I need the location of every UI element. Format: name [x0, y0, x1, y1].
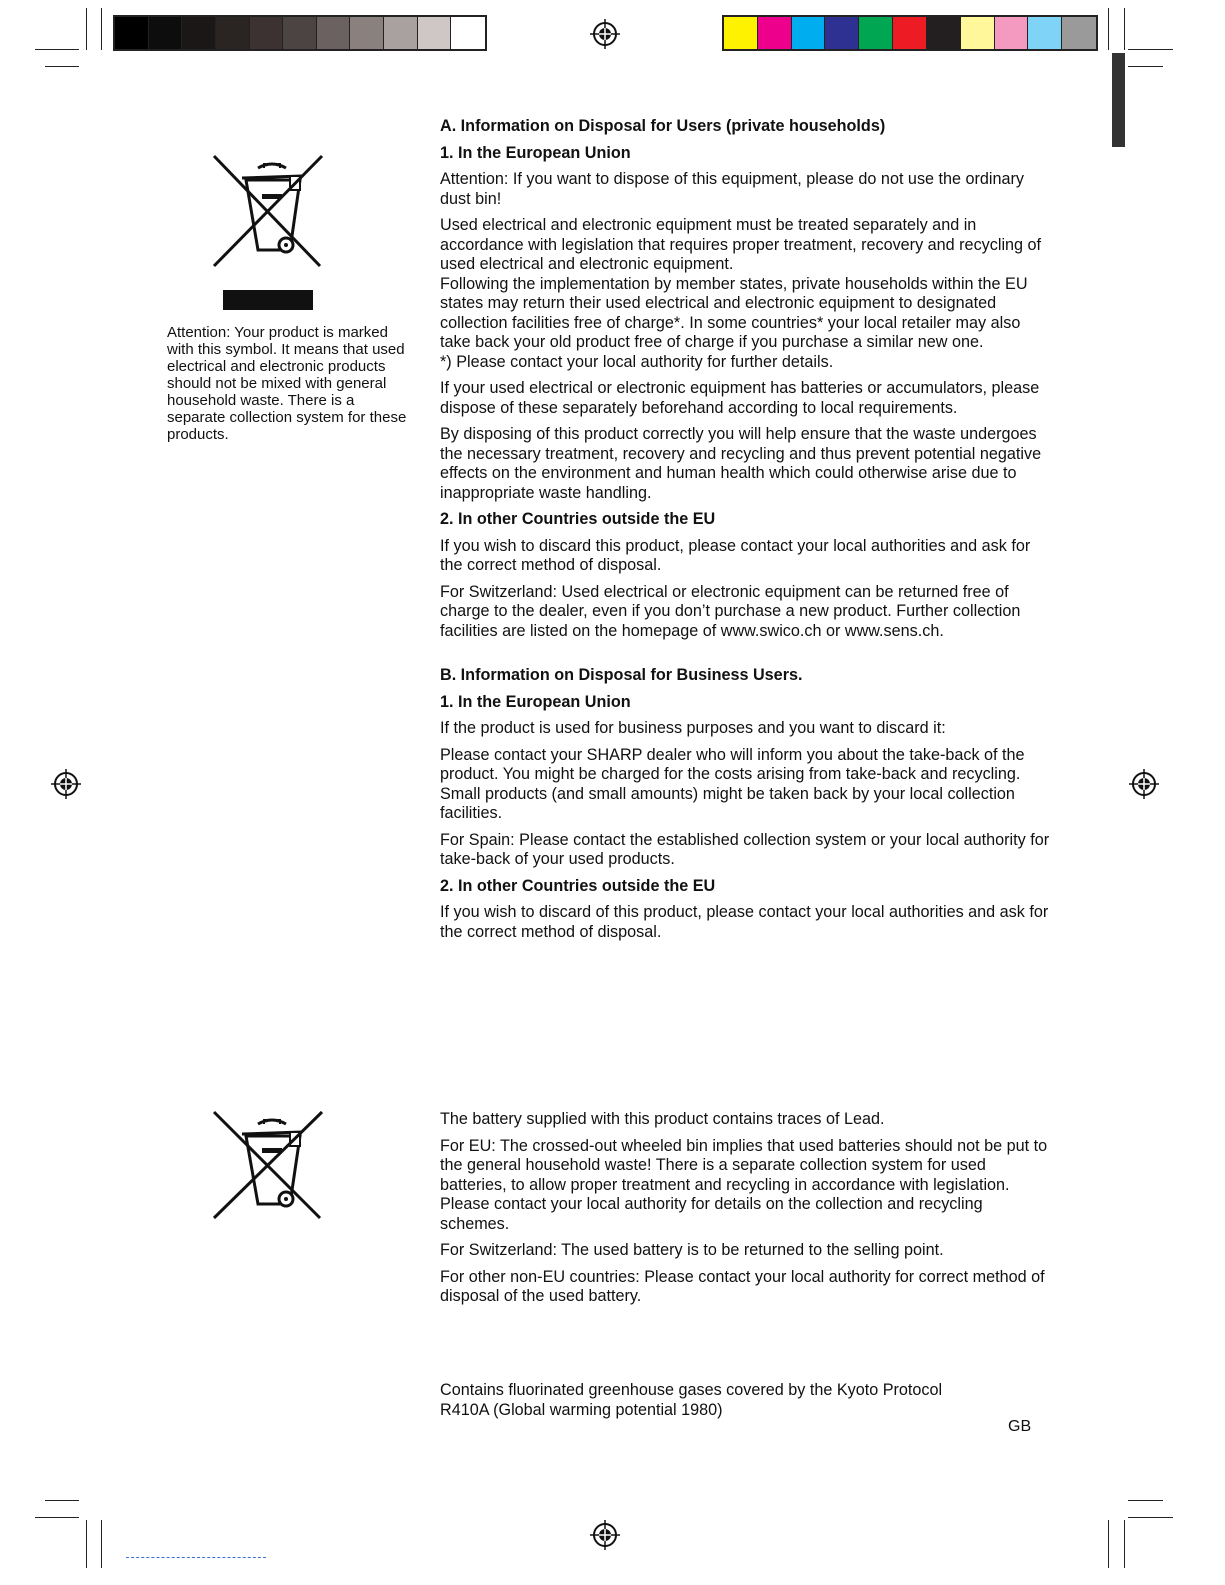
paragraph: Attention: If you want to dispose of this equipment, please do not use the ordinary dust bin!: [440, 170, 1025, 208]
paragraph: If the product is used for business purposes and you want to discard it:: [440, 719, 946, 737]
crop-mark: [1128, 1517, 1173, 1518]
color-swatch: [792, 17, 826, 49]
paragraph: The battery supplied with this product contains traces of Lead.: [440, 1110, 885, 1128]
weee-solid-bar: [223, 290, 313, 310]
gray-swatch: [149, 17, 183, 49]
registration-mark-icon: [1129, 769, 1159, 799]
paragraph: For other non-EU countries: Please contact your local authority for correct method of disposal of the used battery.: [440, 1267, 1045, 1305]
paragraph: For EU: The crossed-out wheeled bin implies that used batteries should not be put to the general household waste! There is a separate collection system for used batteries, to allow proper treatment and recycling in accordance with legislation. Please contact your local authority for details on the collection and recycling schemes.: [440, 1136, 1048, 1233]
crop-mark: [1124, 1520, 1125, 1568]
paragraph: If your used electrical or electronic equipment has batteries or accumulators, please dispose of these separately beforehand according to local requirements.: [440, 379, 1040, 417]
registration-mark-icon: [590, 1520, 620, 1550]
paragraph: If you wish to discard of this product, please contact your local authorities and ask for the correct method of disposal.: [440, 903, 1049, 941]
language-code: GB: [1008, 1418, 1032, 1435]
symbol-caption: Attention: Your product is marked with this symbol. It means that used electrical and electronic products should not be mixed with general household waste. There is a separate collection system for these products.: [167, 324, 407, 443]
grayscale-color-bar: [113, 15, 487, 51]
crop-mark: [86, 8, 87, 50]
paragraph: For Spain: Please contact the established collection system or your local authority for take-back of your used products.: [440, 830, 1050, 868]
crop-mark: [1124, 8, 1125, 50]
color-swatch: [893, 17, 927, 49]
registration-mark-icon: [590, 19, 620, 49]
section-a-title: A. Information on Disposal for Users (private households): [440, 117, 886, 135]
link-underline-artifact: [126, 1557, 266, 1558]
paragraph: Following the implementation by member states, private households within the EU states may return their used electrical and electronic equipment to designated collection facilities free of charge*. In some countries* your local retailer may also take back your old product free of charge if you purchase a similar new one.: [440, 274, 1028, 351]
paragraph: If you wish to discard this product, please contact your local authorities and ask for the correct method of disposal.: [440, 536, 1031, 574]
crossed-out-battery-bin-icon: [208, 1108, 328, 1222]
language-tab-marker: [1112, 53, 1125, 147]
crop-mark: [101, 8, 102, 50]
crop-mark: [86, 1520, 87, 1568]
section-b-other-heading: 2. In other Countries outside the EU: [440, 876, 716, 895]
gray-swatch: [182, 17, 216, 49]
crop-mark: [45, 1500, 79, 1501]
gray-swatch: [317, 17, 351, 49]
gray-swatch: [283, 17, 317, 49]
color-swatch: [961, 17, 995, 49]
crop-mark: [35, 1517, 79, 1518]
crop-mark: [35, 49, 79, 50]
paragraph: *) Please contact your local authority for further details.: [440, 352, 834, 371]
gray-swatch: [350, 17, 384, 49]
paragraph: Please contact your SHARP dealer who will inform you about the take-back of the product. You might be charged for the costs arising from take-back and recycling. Small products (and small amounts) might be taken back by your local collection facilities.: [440, 745, 1025, 822]
gray-swatch: [418, 17, 452, 49]
battery-information: [440, 1110, 1050, 1314]
crop-mark: [101, 1520, 102, 1568]
crop-mark: [1128, 66, 1163, 67]
color-swatch: [1062, 17, 1096, 49]
process-color-bar: [722, 15, 1098, 51]
section-b-eu-heading: 1. In the European Union: [440, 692, 631, 711]
paragraph: For Switzerland: The used battery is to be returned to the selling point.: [440, 1241, 944, 1259]
fluorinated-gas-notice: [440, 1381, 1050, 1420]
paragraph: R410A (Global warming potential 1980): [440, 1400, 723, 1419]
section-a-eu-heading: 1. In the European Union: [440, 143, 631, 162]
color-swatch: [1028, 17, 1062, 49]
crop-mark: [1128, 1500, 1163, 1501]
section-a-other-heading: 2. In other Countries outside the EU: [440, 510, 716, 528]
gray-swatch: [451, 17, 485, 49]
gray-swatch: [250, 17, 284, 49]
crop-mark: [1128, 49, 1173, 50]
crossed-out-wheelie-bin-icon: [208, 152, 328, 270]
registration-mark-icon: [51, 769, 81, 799]
gray-swatch: [115, 17, 149, 49]
color-swatch: [758, 17, 792, 49]
paragraph: By disposing of this product correctly you will help ensure that the waste undergoes the necessary treatment, recovery and recycling and thus prevent potential negative effects on the environment and human health which could otherwise arise due to inappropriate waste handling.: [440, 425, 1042, 502]
color-swatch: [995, 17, 1029, 49]
crop-mark: [45, 66, 79, 67]
gray-swatch: [216, 17, 250, 49]
disposal-information: [440, 117, 1050, 949]
gray-swatch: [384, 17, 418, 49]
paragraph: For Switzerland: Used electrical or electronic equipment can be returned free of charge to the dealer, even if you don’t purchase a new product. Further collection facilities are listed on the homepage of www.swico.ch or www.sens.ch.: [440, 582, 1021, 640]
crop-mark: [1108, 1520, 1109, 1568]
color-swatch: [825, 17, 859, 49]
section-b-title: B. Information on Disposal for Business Users.: [440, 666, 803, 684]
paragraph: Used electrical and electronic equipment must be treated separately and in accordance with legislation that requires proper treatment, recovery and recycling of used electrical and electronic equipment.: [440, 216, 1042, 273]
color-swatch: [724, 17, 758, 49]
color-swatch: [927, 17, 961, 49]
paragraph: Contains fluorinated greenhouse gases covered by the Kyoto Protocol: [440, 1381, 943, 1399]
color-swatch: [859, 17, 893, 49]
crop-mark: [1108, 8, 1109, 50]
